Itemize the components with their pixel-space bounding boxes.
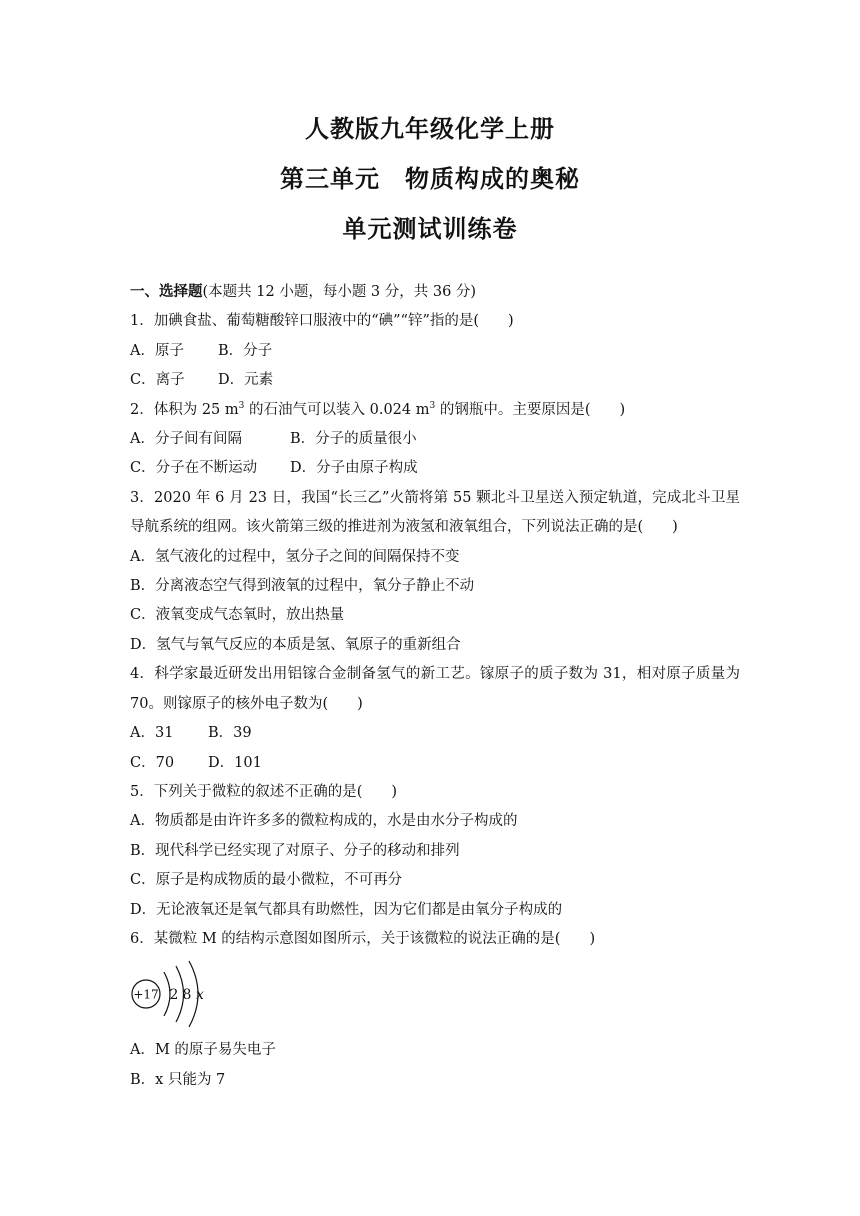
- atomic-structure-diagram: [130, 958, 220, 1030]
- question-5-option-b: B．现代科学已经实现了对原子、分子的移动和排列: [130, 842, 460, 859]
- question-1-option-b: B．分子: [218, 342, 273, 359]
- question-4-option-d: D．101: [208, 754, 262, 771]
- document-title: 人教版九年级化学上册: [305, 115, 555, 143]
- question-1-options-row-2: [130, 366, 740, 395]
- test-title: 单元测试训练卷: [342, 215, 518, 243]
- question-3-option-d: D．氢气与氧气反应的本质是氢、氧原子的重新组合: [130, 636, 461, 653]
- shell-2-electrons: 8: [182, 987, 192, 1004]
- question-3-option-a: A．氢气液化的过程中，氢分子之间的间隔保持不变: [130, 548, 460, 565]
- section-heading: [130, 277, 740, 307]
- question-3-option-c: C．液氧变成气态氧时，放出热量: [130, 607, 345, 624]
- question-1-option-c: C．离子: [130, 372, 185, 389]
- question-3-stem: 3．2020 年 6 月 23 日，我国“长三乙”火箭将第 55 颗北斗卫星送入预定轨道，完成北斗卫星导航系统的组网。该火箭第三级的推进剂为液氢和液氧组合，下列说法正确的是( ): [130, 489, 740, 536]
- question-5-option-a: A．物质都是由许许多多的微粒构成的，水是由水分子构成的: [130, 813, 518, 830]
- section-note: (本题共 12 小题，每小题 3 分，共 36 分): [202, 284, 477, 300]
- question-2-stem-part-1: 2．体积为 25 m: [130, 401, 239, 418]
- shell-3-electrons: x: [196, 987, 204, 1004]
- question-3-option-b: B．分离液态空气得到液氧的过程中，氧分子静止不动: [130, 578, 475, 595]
- question-2-option-d: D．分子由原子构成: [290, 460, 418, 477]
- question-4-options-row-1: [130, 719, 740, 748]
- question-4-option-a: A．31: [130, 725, 174, 742]
- question-1-options-row-1: [130, 337, 740, 366]
- unit-title: 第三单元 物质构成的奥秘: [280, 165, 580, 193]
- question-6-stem: 6．某微粒 M 的结构示意图如图所示，关于该微粒的说法正确的是( ): [130, 930, 596, 947]
- section-label: 一、选择题: [130, 283, 203, 300]
- title-block: [0, 104, 860, 254]
- shell-1-electrons: 2: [169, 987, 179, 1004]
- question-2-stem-part-2: 的石油气可以装入 0.024 m: [244, 401, 430, 418]
- question-list: [130, 277, 740, 1095]
- question-1-stem: 1．加碘食盐、葡萄糖酸锌口服液中的“碘”“锌”指的是( ): [130, 313, 514, 330]
- question-2-stem-part-3: 的钢瓶中。主要原因是( ): [435, 401, 626, 418]
- question-4-option-b: B．39: [208, 725, 252, 742]
- question-4-options-row-2: [130, 749, 740, 778]
- question-2-superscript-1: 3: [238, 400, 245, 411]
- question-5-option-c: C．原子是构成物质的最小微粒，不可再分: [130, 872, 403, 889]
- question-6-option-a: A．M 的原子易失电子: [130, 1042, 276, 1059]
- question-2-option-a: A．分子间有间隔: [130, 431, 242, 448]
- question-1-option-a: A．原子: [130, 342, 184, 359]
- question-2-options-row-1: [130, 425, 740, 454]
- question-1-option-d: D．元素: [218, 372, 274, 389]
- question-5-stem: 5．下列关于微粒的叙述不正确的是( ): [130, 783, 398, 800]
- question-6-option-b: B．x 只能为 7: [130, 1071, 226, 1088]
- nucleus-charge: +17: [133, 987, 159, 1002]
- question-2-stem: [130, 396, 740, 425]
- question-5-option-d: D．无论液氧还是氧气都具有助燃性，因为它们都是由氧分子构成的: [130, 901, 563, 918]
- question-4-option-c: C．70: [130, 754, 175, 771]
- question-2-superscript-2: 3: [429, 400, 436, 411]
- question-2-option-c: C．分子在不断运动: [130, 460, 258, 477]
- question-2-option-b: B．分子的质量很小: [290, 431, 417, 448]
- question-2-options-row-2: [130, 454, 740, 483]
- question-4-stem: 4．科学家最近研发出用铝镓合金制备氢气的新工艺。镓原子的质子数为 31，相对原子质量为 70。则镓原子的核外电子数为( ): [130, 666, 740, 712]
